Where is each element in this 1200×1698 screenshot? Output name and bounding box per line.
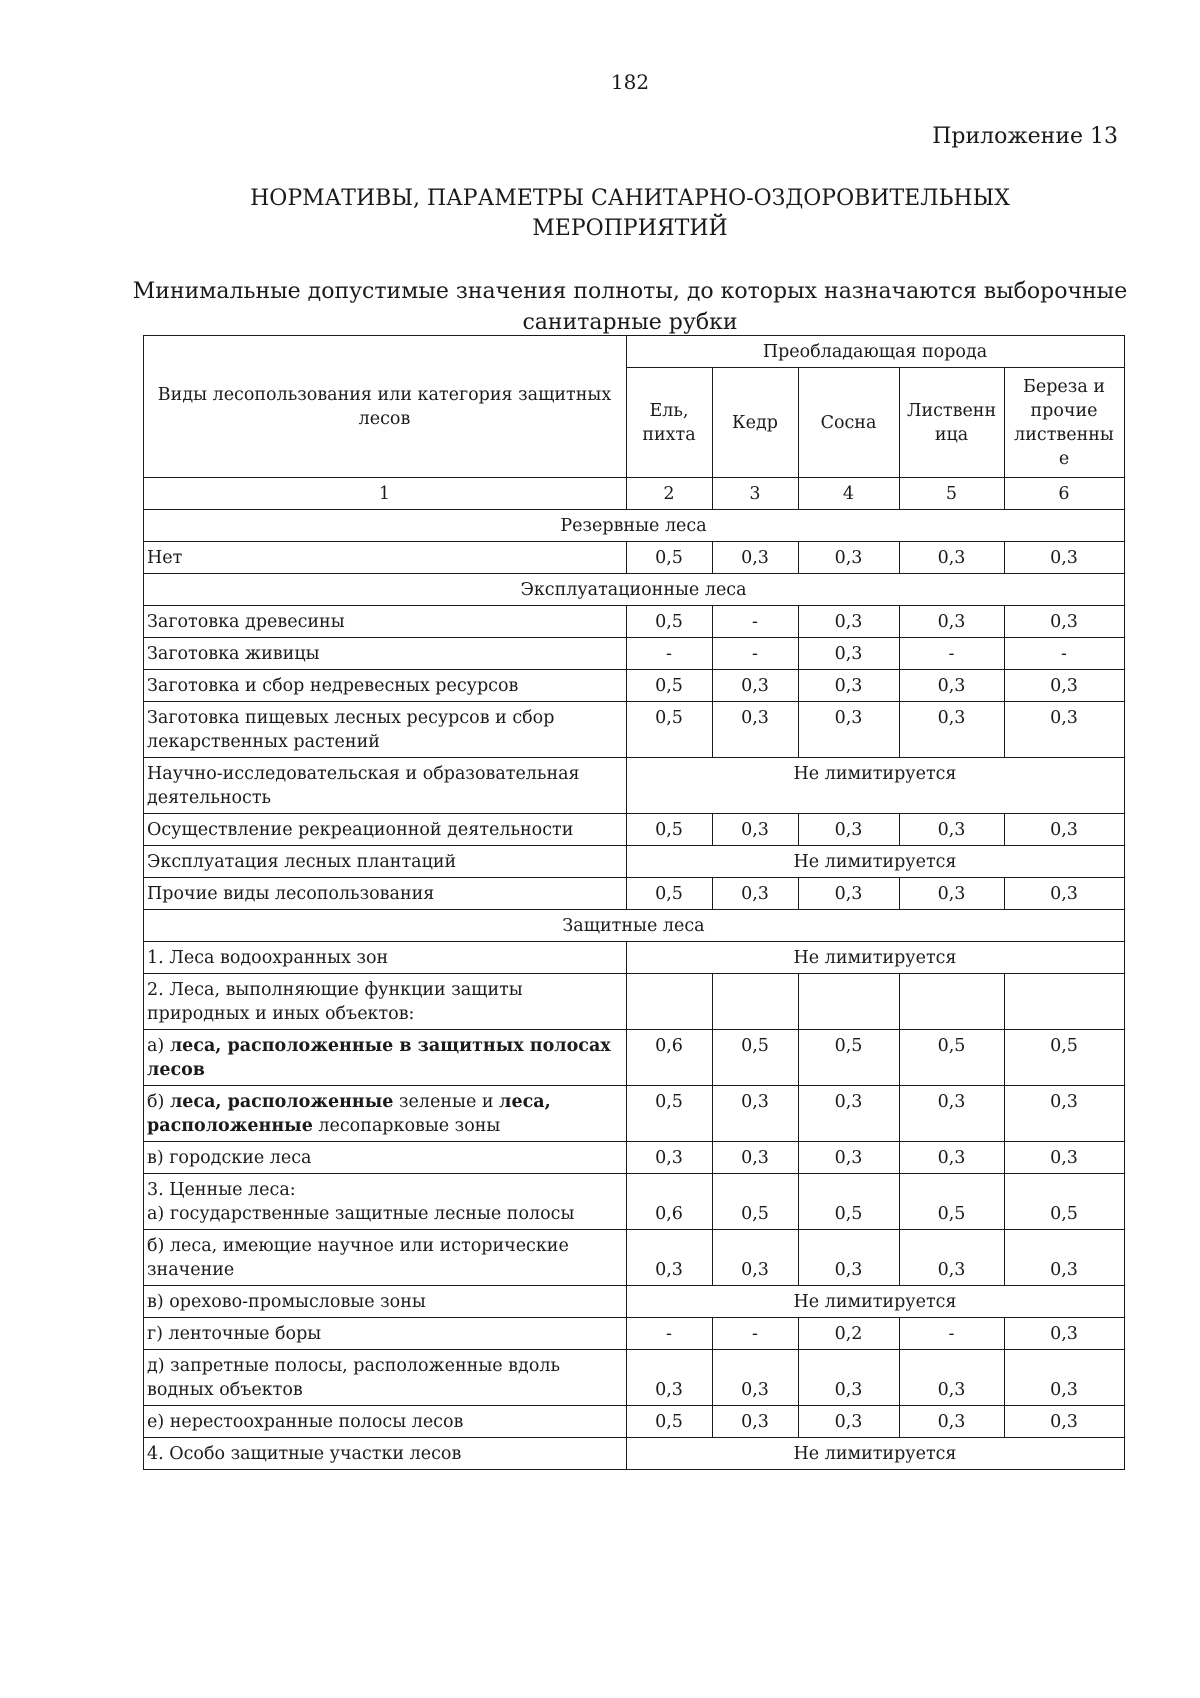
value-cell: 0,5 [627,878,713,910]
value-cell: 0,3 [1005,1318,1125,1350]
empty-cell [900,974,1005,1030]
value-cell: 0,3 [627,1142,713,1174]
value-cell: 0,3 [900,670,1005,702]
value-cell: 0,3 [900,542,1005,574]
value-cell: 0,3 [713,814,799,846]
value-cell: 0,3 [799,638,900,670]
value-cell: - [713,638,799,670]
value-cell: - [713,1318,799,1350]
row-label: Заготовка живицы [144,638,627,670]
value-cell: 0,3 [1005,1142,1125,1174]
header-type-col: Виды лесопользования или категория защитных лесов [144,336,627,478]
row-label-bold: леса, расположенные в защитных полосах лесов [147,1036,611,1080]
value-cell: 0,3 [713,1142,799,1174]
row-label-part: лесопарковые зоны [312,1116,501,1136]
value-cell: 0,6 [627,1174,713,1230]
value-cell: - [627,1318,713,1350]
norms-table [143,335,1125,1470]
table-row [144,1230,1125,1286]
value-cell: 0,3 [900,814,1005,846]
header-species: Лиственн ица [900,368,1005,478]
value-cell: 0,3 [799,606,900,638]
row-label: Осуществление рекреационной деятельности [144,814,627,846]
row-label: в) орехово-промысловые зоны [144,1286,627,1318]
empty-cell [1005,974,1125,1030]
value-cell: 0,3 [713,1406,799,1438]
value-cell: 0,3 [799,1230,900,1286]
row-label: Заготовка пищевых лесных ресурсов и сбор лекарственных растений [144,702,627,758]
page-number: 182 [610,70,650,94]
value-cell: 0,5 [713,1174,799,1230]
row-label [144,1086,627,1142]
document-title-line: НОРМАТИВЫ, ПАРАМЕТРЫ САНИТАРНО-ОЗДОРОВИТЕЛЬНЫХ [250,186,1010,211]
value-cell: 0,6 [627,1030,713,1086]
empty-cell [799,974,900,1030]
section-title: Защитные леса [144,910,1125,942]
table-row [144,1438,1125,1470]
table-row [144,758,1125,814]
row-label: Заготовка и сбор недревесных ресурсов [144,670,627,702]
value-cell: 0,3 [799,1086,900,1142]
row-label: Прочие виды лесопользования [144,878,627,910]
empty-cell [627,974,713,1030]
table-row [144,974,1125,1030]
table-row [144,1174,1125,1230]
row-label-prefix: а) [147,1036,170,1056]
column-number-row [144,478,1125,510]
section-title: Резервные леса [144,510,1125,542]
row-label: в) городские леса [144,1142,627,1174]
value-cell: 0,3 [1005,1406,1125,1438]
value-cell: 0,5 [900,1174,1005,1230]
value-cell: 0,3 [1005,1086,1125,1142]
value-cell: 0,3 [799,1350,900,1406]
value-cell: 0,5 [627,1086,713,1142]
value-cell: 0,3 [713,1350,799,1406]
value-cell: 0,5 [627,1406,713,1438]
row-label-part: зеленые и [393,1092,500,1112]
section-title: Эксплуатационные леса [144,574,1125,606]
value-cell: 0,3 [1005,670,1125,702]
row-label [144,1174,627,1230]
table-row [144,1318,1125,1350]
value-cell: 0,3 [1005,542,1125,574]
row-label: 2. Леса, выполняющие функции защиты природных и иных объектов: [144,974,627,1030]
header-species: Береза и прочие лиственны е [1005,368,1125,478]
value-cell: 0,3 [1005,606,1125,638]
row-label-line: 3. Ценные леса: [147,1180,296,1200]
value-cell: - [900,638,1005,670]
column-number: 2 [627,478,713,510]
appendix-label: Приложение 13 [932,124,1118,149]
row-label: г) ленточные боры [144,1318,627,1350]
column-number: 4 [799,478,900,510]
value-cell: 0,3 [713,702,799,758]
row-label-line: а) государственные защитные лесные полосы [147,1204,575,1224]
value-cell: 0,3 [799,814,900,846]
value-cell: 0,3 [627,1350,713,1406]
table-row [144,878,1125,910]
row-label: д) запретные полосы, расположенные вдоль водных объектов [144,1350,627,1406]
row-label [144,1030,627,1086]
value-cell: 0,3 [1005,1230,1125,1286]
section-row [144,910,1125,942]
value-cell: 0,3 [1005,814,1125,846]
value-cell: 0,3 [799,1142,900,1174]
row-label-bold: леса, расположенные [169,1092,394,1112]
value-cell: 0,3 [900,1350,1005,1406]
column-number: 5 [900,478,1005,510]
empty-cell [713,974,799,1030]
value-cell: 0,5 [1005,1030,1125,1086]
not-limited-cell: Не лимитируется [627,1286,1125,1318]
value-cell: 0,3 [900,878,1005,910]
value-cell: 0,3 [713,1230,799,1286]
value-cell: 0,3 [1005,1350,1125,1406]
value-cell: 0,5 [900,1030,1005,1086]
value-cell: 0,5 [627,542,713,574]
section-row [144,574,1125,606]
value-cell: 0,3 [713,878,799,910]
value-cell: - [713,606,799,638]
row-label: Нет [144,542,627,574]
value-cell: 0,3 [900,1230,1005,1286]
table-row [144,702,1125,758]
value-cell: 0,3 [900,1406,1005,1438]
value-cell: - [900,1318,1005,1350]
value-cell: 0,5 [1005,1174,1125,1230]
table-caption-line: Минимальные допустимые значения полноты, до которых назначаются выборочные [132,279,1128,304]
not-limited-cell: Не лимитируется [627,846,1125,878]
table-header-row [144,336,1125,368]
section-row [144,510,1125,542]
table-row [144,1030,1125,1086]
value-cell: 0,3 [799,670,900,702]
value-cell: 0,3 [900,1142,1005,1174]
row-label: б) леса, имеющие научное или исторические значение [144,1230,627,1286]
table-row [144,1350,1125,1406]
not-limited-cell: Не лимитируется [627,758,1125,814]
value-cell: - [627,638,713,670]
table-row [144,846,1125,878]
document-title-line: МЕРОПРИЯТИЙ [532,216,728,241]
value-cell: 0,3 [799,702,900,758]
value-cell: 0,3 [799,1406,900,1438]
row-label: 1. Леса водоохранных зон [144,942,627,974]
row-label: Эксплуатация лесных плантаций [144,846,627,878]
header-species: Кедр [713,368,799,478]
value-cell: 0,5 [627,606,713,638]
header-species: Ель, пихта [627,368,713,478]
header-species-group: Преобладающая порода [627,336,1125,368]
table-row [144,1142,1125,1174]
row-label: Научно-исследовательская и образовательная деятельность [144,758,627,814]
header-species: Сосна [799,368,900,478]
row-label: Заготовка древесины [144,606,627,638]
value-cell: 0,5 [627,702,713,758]
table-row [144,942,1125,974]
value-cell: 0,3 [900,1086,1005,1142]
table-row [144,814,1125,846]
table-row [144,670,1125,702]
value-cell: 0,3 [799,542,900,574]
table-row [144,1086,1125,1142]
value-cell: 0,5 [799,1030,900,1086]
row-label-part: б) [147,1092,170,1112]
column-number: 6 [1005,478,1125,510]
row-label-bold: леса, расположенные [147,1092,551,1136]
value-cell: 0,3 [900,702,1005,758]
table-row [144,542,1125,574]
value-cell: 0,5 [627,814,713,846]
table-row [144,1286,1125,1318]
value-cell: 0,3 [900,606,1005,638]
value-cell: 0,2 [799,1318,900,1350]
row-label: е) нерестоохранные полосы лесов [144,1406,627,1438]
not-limited-cell: Не лимитируется [627,1438,1125,1470]
table-row [144,1406,1125,1438]
value-cell: 0,3 [799,878,900,910]
value-cell: 0,3 [1005,702,1125,758]
column-number: 3 [713,478,799,510]
value-cell: 0,3 [713,670,799,702]
value-cell: 0,5 [627,670,713,702]
table-row [144,638,1125,670]
table-row [144,606,1125,638]
value-cell: 0,3 [1005,878,1125,910]
value-cell: 0,3 [627,1230,713,1286]
value-cell: 0,3 [713,1086,799,1142]
value-cell: 0,5 [799,1174,900,1230]
not-limited-cell: Не лимитируется [627,942,1125,974]
column-number: 1 [144,478,627,510]
value-cell: 0,3 [713,542,799,574]
value-cell: 0,5 [713,1030,799,1086]
value-cell: - [1005,638,1125,670]
document-title [0,184,1200,244]
row-label: 4. Особо защитные участки лесов [144,1438,627,1470]
table-caption-line: санитарные рубки [522,310,738,335]
table-caption [130,276,1130,338]
